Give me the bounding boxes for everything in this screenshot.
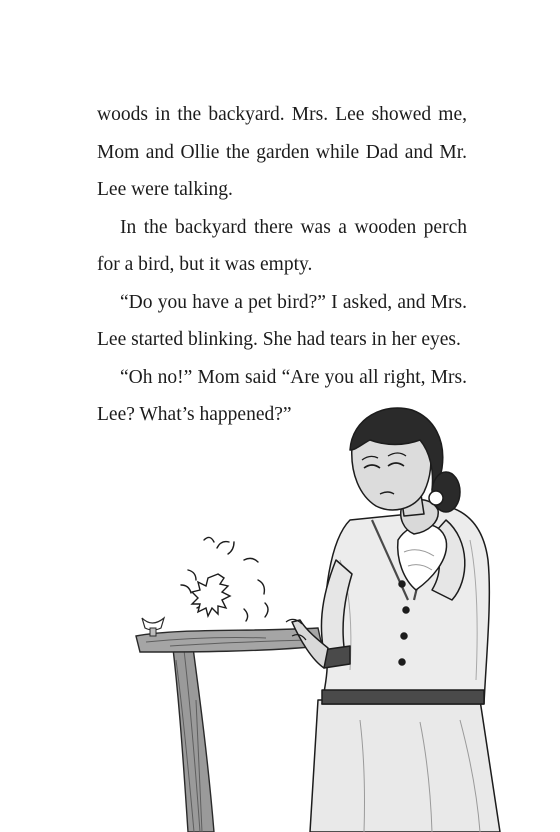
paragraph-2: In the backyard there was a wooden perch for a bird, but it was empty. bbox=[97, 216, 467, 275]
paragraph-3: “Do you have a pet bird?” I asked, and Mrs. Lee started blinking. She had tears in her eyes. bbox=[97, 291, 467, 350]
story-text bbox=[97, 96, 467, 434]
bird-perch bbox=[136, 618, 322, 832]
paragraph-4: “Oh no!” Mom said “Are you all right, Mrs. Lee? What’s happened?” bbox=[97, 366, 467, 425]
woman-figure bbox=[286, 408, 500, 832]
burst-lines bbox=[181, 537, 268, 621]
illustration bbox=[0, 400, 560, 832]
paragraph-1: woods in the backyard. Mrs. Lee showed me, Mom and Ollie the garden while Dad and Mr. Lee were talking. bbox=[97, 104, 467, 200]
